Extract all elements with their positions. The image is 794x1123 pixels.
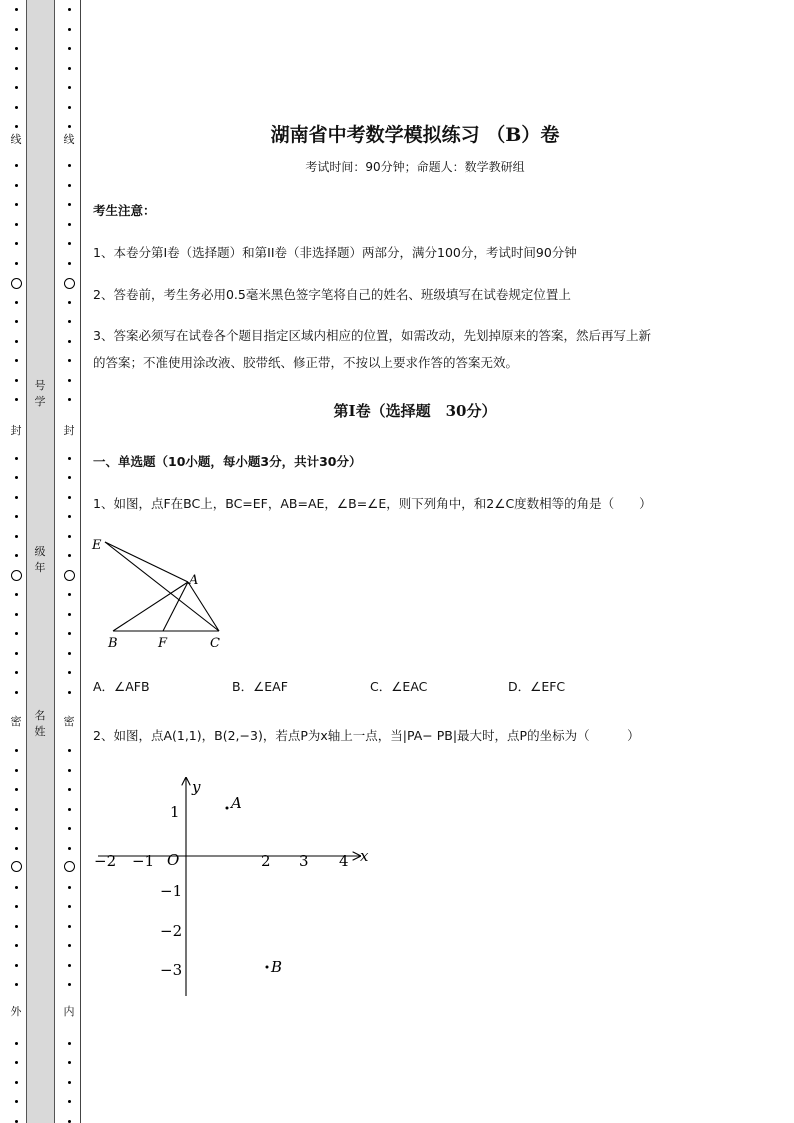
section-title: 一、单选题（10小题，每小题3分，共计30分） xyxy=(93,454,362,469)
binding-dot xyxy=(15,749,18,752)
binding-dot xyxy=(15,652,18,655)
margin-mark-xian-left: 线 xyxy=(10,133,22,146)
strip-label-student-id: 号学 xyxy=(32,378,48,410)
binding-dot xyxy=(15,125,18,128)
binding-dot xyxy=(15,691,18,694)
binding-dot xyxy=(15,164,18,167)
binding-dot xyxy=(15,340,18,343)
binding-dot xyxy=(15,535,18,538)
binding-dot xyxy=(15,359,18,362)
binding-dot xyxy=(68,1081,71,1084)
margin-mark-xian-right: 线 xyxy=(63,133,75,146)
question-2-text: 2、如图，点A(1,1)，B(2,−3)，若点P为x轴上一点，当|PA− PB|最大时，点P的坐标为（ ） xyxy=(93,728,640,743)
binding-dot xyxy=(68,379,71,382)
binding-dot xyxy=(68,67,71,70)
binding-dot xyxy=(68,535,71,538)
x-tick-2: 2 xyxy=(261,852,271,870)
binding-dot xyxy=(68,827,71,830)
binding-dot xyxy=(68,749,71,752)
binding-dot xyxy=(68,476,71,479)
binding-dot xyxy=(68,632,71,635)
binding-dot xyxy=(15,788,18,791)
binding-dot xyxy=(15,47,18,50)
y-axis-label: y xyxy=(192,778,201,796)
q1-choice-d[interactable]: D．∠EFC xyxy=(508,679,566,694)
q1-point-E: E xyxy=(92,538,102,553)
binding-dot xyxy=(68,788,71,791)
question-1-text: 1、如图，点F在BC上，BC=EF，AB=AE，∠B=∠E，则下列角中，和2∠C度数相等的角是（ ） xyxy=(93,496,652,511)
binding-dot xyxy=(68,301,71,304)
binding-dot xyxy=(68,125,71,128)
q1-choice-a[interactable]: A．∠AFB xyxy=(93,679,150,694)
binding-dot xyxy=(68,496,71,499)
binding-dot xyxy=(68,242,71,245)
binding-dot xyxy=(68,613,71,616)
binding-dot xyxy=(68,359,71,362)
binding-dot xyxy=(15,1100,18,1103)
binding-dot xyxy=(15,203,18,206)
x-tick-neg2: −2 xyxy=(94,852,117,870)
binding-dot xyxy=(68,164,71,167)
point-A-label: A xyxy=(231,794,242,812)
origin-label: O xyxy=(167,851,180,869)
binding-dot xyxy=(15,1081,18,1084)
question-1-figure xyxy=(88,530,238,655)
margin-circle-left-3 xyxy=(11,861,22,872)
question-2-coordinate-graph xyxy=(88,770,388,1005)
binding-dot xyxy=(68,944,71,947)
binding-dot xyxy=(15,320,18,323)
margin-mark-mi-left: 密 xyxy=(10,715,22,728)
binding-dot xyxy=(68,203,71,206)
binding-dot xyxy=(15,223,18,226)
notice-item-1: 1、本卷分第I卷（选择题）和第II卷（非选择题）两部分，满分100分，考试时间90分钟 xyxy=(93,245,577,260)
notice-heading: 考生注意： xyxy=(93,203,156,218)
binding-dot xyxy=(15,613,18,616)
binding-dot xyxy=(68,671,71,674)
binding-dot xyxy=(15,457,18,460)
margin-mark-mi-right: 密 xyxy=(63,715,75,728)
binding-dot xyxy=(15,379,18,382)
binding-dot xyxy=(68,1042,71,1045)
strip-label-name: 名姓 xyxy=(32,708,48,740)
q1-point-F: F xyxy=(158,636,168,651)
binding-dot xyxy=(68,515,71,518)
binding-dot xyxy=(68,808,71,811)
binding-dot xyxy=(15,827,18,830)
binding-dot xyxy=(68,47,71,50)
binding-dot xyxy=(68,652,71,655)
point-B-dot xyxy=(266,966,269,969)
binding-dot xyxy=(68,1120,71,1123)
binding-dot xyxy=(68,1061,71,1064)
binding-dot xyxy=(15,106,18,109)
binding-dot xyxy=(68,457,71,460)
notice-item-3-cont: 的答案；不准使用涂改液、胶带纸、修正带，不按以上要求作答的答案无效。 xyxy=(93,355,519,370)
q1-choice-b[interactable]: B．∠EAF xyxy=(232,679,288,694)
binding-dot xyxy=(15,808,18,811)
binding-dot xyxy=(15,8,18,11)
point-A-dot xyxy=(226,807,229,810)
binding-dot xyxy=(15,1061,18,1064)
binding-dot xyxy=(15,476,18,479)
binding-dot xyxy=(15,86,18,89)
q1-point-A: A xyxy=(189,573,199,588)
binding-dot xyxy=(68,905,71,908)
binding-dot xyxy=(68,106,71,109)
binding-dot xyxy=(15,593,18,596)
binding-dot xyxy=(15,301,18,304)
margin-mark-feng-left: 封 xyxy=(10,424,22,437)
binding-dot xyxy=(68,1100,71,1103)
binding-dot xyxy=(15,67,18,70)
binding-dot xyxy=(68,691,71,694)
q1-point-C: C xyxy=(210,636,220,651)
binding-dot xyxy=(68,925,71,928)
margin-mark-wai-left: 外 xyxy=(10,1005,22,1018)
binding-dot xyxy=(15,671,18,674)
binding-dot xyxy=(15,262,18,265)
binding-dot xyxy=(15,944,18,947)
q1-point-B: B xyxy=(108,636,118,651)
binding-dot xyxy=(15,554,18,557)
binding-dot xyxy=(68,983,71,986)
exam-subtitle: 考试时间：90分钟；命题人：数学教研组 xyxy=(305,160,525,174)
q1-choice-c[interactable]: C．∠EAC xyxy=(370,679,428,694)
strip-label-grade: 级年 xyxy=(32,544,48,576)
binding-dot xyxy=(68,593,71,596)
binding-dot xyxy=(68,554,71,557)
binding-dot xyxy=(68,8,71,11)
binding-dot xyxy=(68,28,71,31)
binding-dot xyxy=(15,905,18,908)
binding-dot xyxy=(15,925,18,928)
y-tick-neg1: −1 xyxy=(160,882,183,900)
binding-dot xyxy=(68,398,71,401)
binding-dot xyxy=(15,398,18,401)
volume-title: 第I卷（选择题 30分） xyxy=(333,402,497,420)
binding-dot xyxy=(15,515,18,518)
binding-dot xyxy=(15,28,18,31)
x-tick-neg1: −1 xyxy=(132,852,155,870)
margin-mark-feng-right: 封 xyxy=(63,424,75,437)
x-tick-4: 4 xyxy=(339,852,349,870)
margin-circle-right-2 xyxy=(64,570,75,581)
notice-item-3: 3、答案必须写在试卷各个题目指定区域内相应的位置，如需改动，先划掉原来的答案，然后再写上新 xyxy=(93,328,651,343)
binding-dot xyxy=(68,886,71,889)
binding-dot xyxy=(15,1120,18,1123)
binding-dot xyxy=(15,496,18,499)
binding-dot xyxy=(15,983,18,986)
binding-dot xyxy=(68,320,71,323)
binding-dot xyxy=(68,340,71,343)
x-tick-3: 3 xyxy=(299,852,309,870)
binding-dot xyxy=(15,964,18,967)
binding-dot xyxy=(68,847,71,850)
binding-dot xyxy=(15,769,18,772)
margin-circle-left-2 xyxy=(11,570,22,581)
binding-dot xyxy=(15,242,18,245)
binding-dot xyxy=(68,769,71,772)
margin-line xyxy=(80,0,81,1123)
binding-dot xyxy=(68,184,71,187)
binding-dot xyxy=(68,964,71,967)
point-B-label: B xyxy=(271,958,283,976)
binding-dot xyxy=(15,1042,18,1045)
binding-dot xyxy=(15,632,18,635)
margin-circle-right-3 xyxy=(64,861,75,872)
binding-dot xyxy=(15,886,18,889)
notice-item-2: 2、答卷前，考生务必用0.5毫米黑色签字笔将自己的姓名、班级填写在试卷规定位置上 xyxy=(93,287,571,302)
binding-dot xyxy=(68,262,71,265)
x-axis-label: x xyxy=(360,847,369,865)
margin-circle-left-1 xyxy=(11,278,22,289)
margin-mark-nei-right: 内 xyxy=(63,1005,75,1018)
y-tick-neg3: −3 xyxy=(160,961,183,979)
y-tick-neg2: −2 xyxy=(160,922,183,940)
y-tick-1: 1 xyxy=(170,803,180,821)
page-title: 湖南省中考数学模拟练习 （B）卷 xyxy=(270,124,560,146)
binding-dot xyxy=(68,223,71,226)
binding-dot xyxy=(15,184,18,187)
binding-dot xyxy=(68,86,71,89)
binding-dot xyxy=(15,847,18,850)
margin-circle-right-1 xyxy=(64,278,75,289)
